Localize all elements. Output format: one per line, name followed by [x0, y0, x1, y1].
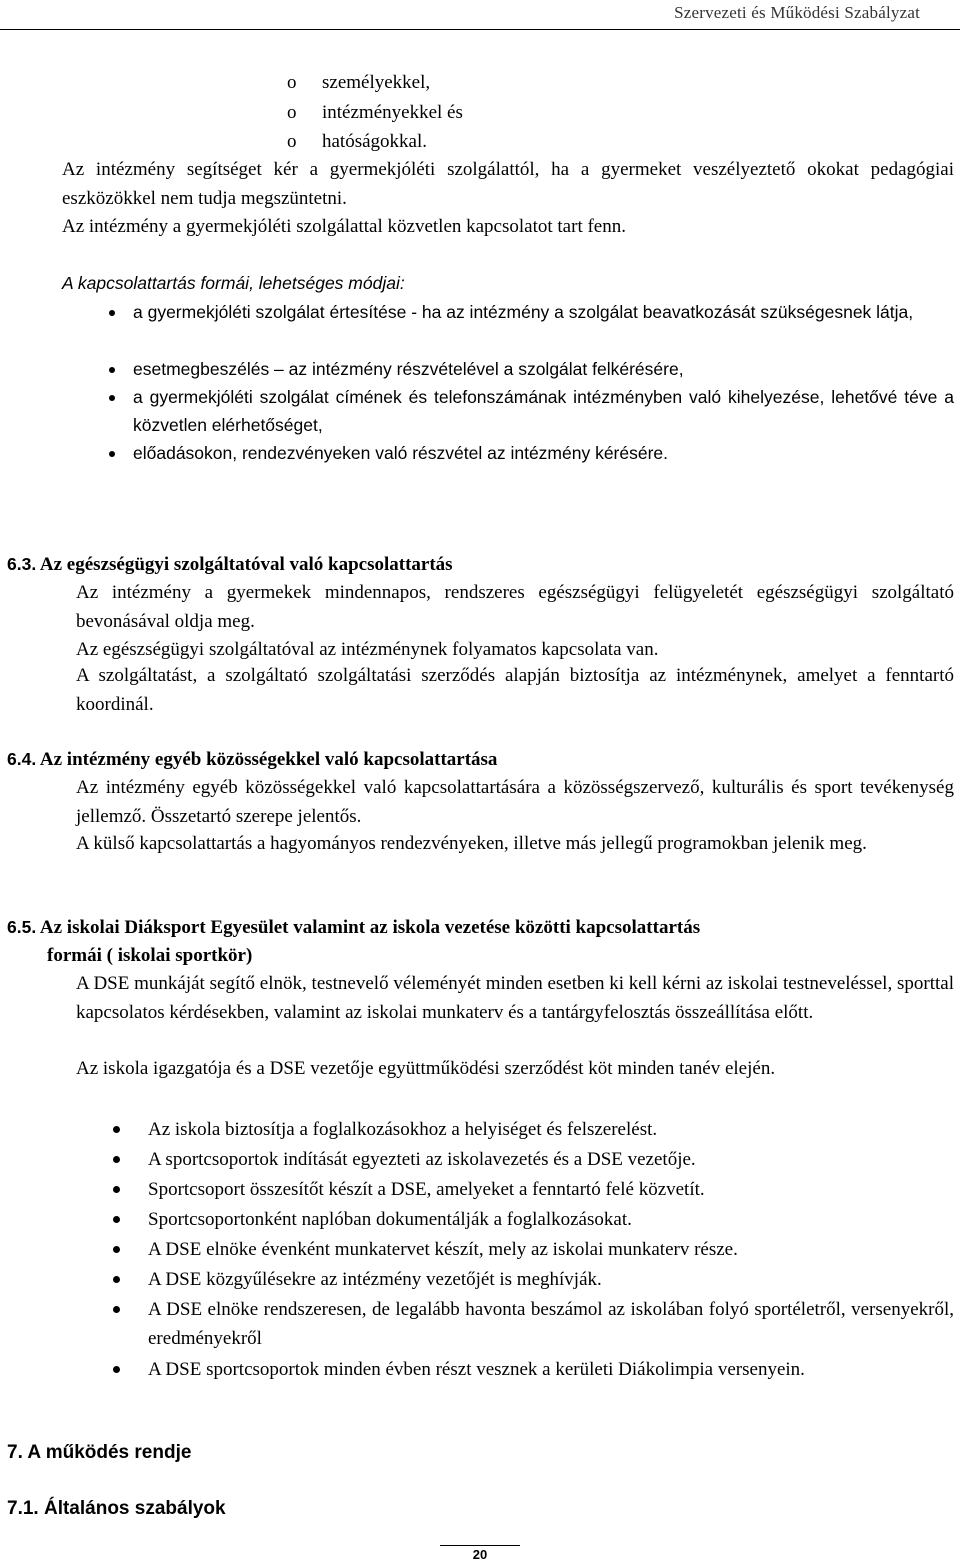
list-item-text: hatóságokkal. [322, 131, 428, 152]
circle-bullet-icon: o [287, 131, 297, 152]
list-item-text: A DSE sportcsoportok minden évben részt vesznek a kerületi Diákolimpia versenyein. [148, 1359, 805, 1380]
list-item-text: a gyermekjóléti szolgálat címének és telefonszámának intézményben való kihelyezése, lehetővé téve a közvetlen elérhetőséget, [133, 387, 954, 435]
circle-bullet-icon: o [287, 72, 297, 93]
header-title: Szervezeti és Működési Szabályzat [674, 3, 920, 22]
section-title: Az iskolai Diáksport Egyesület valamint az iskola vezetése közötti kapcsolattartás [39, 917, 701, 938]
bullet-icon [113, 1156, 120, 1163]
footer-divider [440, 1545, 520, 1546]
list-item-text: A sportcsoportok indítását egyezteti az iskolavezetés és a DSE vezetője. [148, 1149, 696, 1170]
section-title: Az egészségügyi szolgáltatóval való kapcsolattartás [39, 554, 453, 575]
section-heading-6-5 [7, 913, 700, 942]
paragraph: Az egészségügyi szolgáltatóval az intézménynek folyamatos kapcsolata van. [76, 639, 659, 660]
section-number: 6.4. [7, 749, 37, 769]
list-item-text: intézményekkel és [322, 102, 463, 123]
paragraph: Az intézmény a gyermekjóléti szolgálattal közvetlen kapcsolatot tart fenn. [62, 216, 626, 237]
bullet-icon [113, 1276, 120, 1283]
paragraph: A külső kapcsolattartás a hagyományos rendezvényeken, illetve más jellegű programokban jelenik meg. [76, 833, 867, 854]
bullet-icon [109, 395, 115, 401]
list-item-text: A DSE elnöke rendszeresen, de legalább havonta beszámol az iskolában folyó sportéletről, versenyekről, eredményekről [148, 1299, 954, 1349]
paragraph: Az intézmény egyéb közösségekkel való kapcsolattartására a közösségszervező, kulturális és sport tevékenység jellemző. Összetartó szerepe jelentős. [76, 777, 954, 827]
section-heading-6-4 [7, 745, 497, 774]
section-title-continued: formái ( iskolai sportkör) [47, 945, 253, 966]
list-item-text: A DSE elnöke évenként munkatervet készít, mely az iskolai munkaterv része. [148, 1239, 738, 1260]
section-heading-6-3 [7, 550, 453, 579]
list-item-text: előadásokon, rendezvényeken való részvétel az intézmény kérésére. [133, 443, 669, 463]
bullet-icon [113, 1216, 120, 1223]
bullet-icon [109, 451, 115, 457]
bullet-icon [113, 1186, 120, 1193]
bullet-icon [113, 1126, 120, 1133]
circle-bullet-icon: o [287, 102, 297, 123]
list-item-text: személyekkel, [322, 72, 431, 93]
section-title: Az intézmény egyéb közösségekkel való kapcsolattartása [39, 749, 498, 770]
bullet-icon [113, 1246, 120, 1253]
section-number: 6.5. [7, 917, 37, 937]
contact-forms-title: A kapcsolattartás formái, lehetséges módjai: [62, 273, 405, 293]
paragraph: Az iskola igazgatója és a DSE vezetője együttműködési szerződést köt minden tanév elején. [76, 1058, 776, 1079]
list-item-text: Sportcsoportonként naplóban dokumentálják a foglalkozásokat. [148, 1209, 632, 1230]
page-number: 20 [472, 1547, 488, 1562]
paragraph: A DSE munkáját segítő elnök, testnevelő véleményét minden esetben ki kell kérni az iskolai testneveléssel, sporttal kapcsolatos kérdésekben, valamint az iskolai munkaterv és a tantárgyfelosztás összeállítása előtt. [76, 973, 954, 1023]
paragraph: A szolgáltatást, a szolgáltató szolgáltatási szerződés alapján biztosítja az intézménynek, amelyet a fenntartó koordinál. [76, 665, 954, 715]
paragraph: Az intézmény a gyermekek mindennapos, rendszeres egészségügyi felügyeletét egészségügyi szolgáltató bevonásával oldja meg. [76, 582, 954, 632]
list-item-text: a gyermekjóléti szolgálat értesítése - ha az intézmény a szolgálat beavatkozását szükségesnek látja, [133, 302, 914, 322]
bullet-icon [113, 1366, 120, 1373]
list-item-text: Az iskola biztosítja a foglalkozásokhoz a helyiséget és felszerelést. [148, 1119, 658, 1140]
bullet-icon [113, 1306, 120, 1313]
bullet-icon [109, 367, 115, 373]
section-number: 6.3. [7, 554, 37, 574]
paragraph: Az intézmény segítséget kér a gyermekjóléti szolgálattól, ha a gyermeket veszélyeztető okokat pedagógiai eszközökkel nem tudja megszüntetni. [62, 159, 954, 209]
list-item-text: A DSE közgyűlésekre az intézmény vezetőjét is meghívják. [148, 1269, 602, 1290]
chapter-heading-7: 7. A működés rendje [7, 1442, 192, 1463]
list-item-text: Sportcsoport összesítőt készít a DSE, amelyeket a fenntartó felé közvetít. [148, 1179, 705, 1200]
bullet-icon [109, 310, 115, 316]
page-header [0, 0, 960, 30]
list-item-text: esetmegbeszélés – az intézmény részvételével a szolgálat felkérésére, [133, 359, 684, 379]
chapter-heading-7-1: 7.1. Általános szabályok [7, 1498, 226, 1519]
